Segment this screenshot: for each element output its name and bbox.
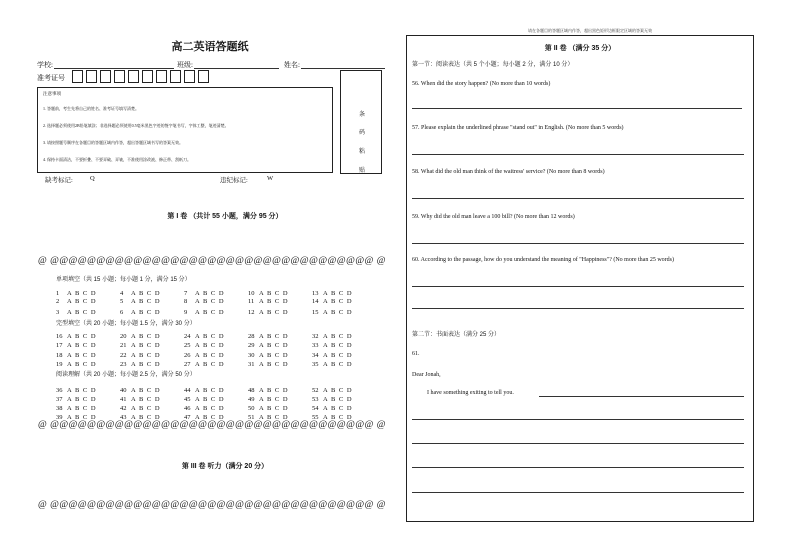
answer-item[interactable] [312,290,353,297]
question-number: 30 [248,352,255,359]
answer-options[interactable]: A B C D [323,396,353,403]
answer-item[interactable] [56,396,97,403]
answer-item[interactable] [120,298,161,305]
question-number: 48 [248,387,255,394]
answer-options[interactable]: A B C D [323,405,353,412]
answer-options[interactable]: A B C D [259,309,289,316]
answer-options[interactable]: A B C D [323,290,353,297]
notice-item: 3. 请按照题号顺序在各题目的答题区域内作答，超出答题区域书写的答案无效。 [43,140,183,145]
question-number: 34 [312,352,319,359]
answer-item[interactable] [312,309,353,316]
answer-item[interactable] [184,309,225,316]
absent-mark-box[interactable]: Q [90,175,95,182]
answer-options[interactable]: A B C D [195,405,225,412]
answer-item[interactable] [120,333,161,340]
writing-line[interactable] [412,419,744,420]
answer-options[interactable]: A B C D [195,298,225,305]
answer-item[interactable] [312,396,353,403]
answer-item[interactable] [184,405,225,412]
question-number: 44 [184,387,191,394]
answer-options[interactable]: A B C D [131,352,161,359]
question-number: 18 [56,352,63,359]
answer-options[interactable]: A B C D [131,309,161,316]
question-number: 10 [248,290,255,297]
question-number: 51 [248,414,255,421]
answer-options[interactable]: A B C D [323,342,353,349]
answer-options[interactable]: A B C D [67,333,97,340]
question-number: 33 [312,342,319,349]
answer-item[interactable] [312,298,353,305]
question-number: 47 [184,414,191,421]
answer-options[interactable]: A B C D [259,361,289,368]
question-number: 16 [56,333,63,340]
answer-options[interactable]: A B C D [131,298,161,305]
answer-options[interactable]: A B C D [259,414,289,421]
answer-item[interactable] [248,333,289,340]
section1-heading: 第一节：阅读表达（共 5 个小题；每小题 2 分，满分 10 分） [412,62,574,68]
student-info-row [37,60,397,70]
class-field[interactable] [194,68,279,69]
answer-options[interactable]: A B C D [195,387,225,394]
question-number: 2 [56,298,60,305]
page-title: 高二英语答题纸 [171,41,249,53]
answer-options[interactable]: A B C D [131,387,161,394]
letter-greeting: Dear Jonah, [412,372,441,378]
question-60: 60. According to the passage, how do you understand the meaning of "Happiness"? (No more than 25 words) [412,257,675,263]
answer-item[interactable] [248,361,289,368]
answer-item[interactable] [184,290,225,297]
sticker-char: 贴 [358,168,365,174]
question-number: 52 [312,387,319,394]
answer-options[interactable]: A B C D [323,361,353,368]
answer-options[interactable]: A B C D [259,405,289,412]
question-56: 56. When did the story happen? (No more than 10 words) [412,81,551,87]
answer-options[interactable]: A B C D [67,352,97,359]
question-number: 38 [56,405,63,412]
timing-marks-mid: @ @@@@@@@@@@@@@@@@@@@@@@@@@@@@@@@@@@@ @ [38,420,386,430]
question-number: 55 [312,414,319,421]
answer-options[interactable]: A B C D [323,414,353,421]
answer-options[interactable]: A B C D [259,387,289,394]
answer-options[interactable]: A B C D [323,309,353,316]
answer-options[interactable]: A B C D [131,290,161,297]
question-number: 54 [312,405,319,412]
answer-options[interactable]: A B C D [259,342,289,349]
answer-options[interactable]: A B C D [67,396,97,403]
question-number: 1 [56,290,60,297]
top-notice: 请在各题目的答题区域内作答，超出黑色矩形边框限定区域的答案无效 [528,28,652,33]
answer-options[interactable]: A B C D [259,396,289,403]
notice-item: 2. 选择题必须使用2B铅笔填涂；非选择题必须使用0.5毫米黑色字迹的签字笔书写，字体工整，笔迹清楚。 [43,123,229,128]
answer-options[interactable]: A B C D [131,333,161,340]
letter-opening: I have something exiting to tell you. [427,390,514,396]
answer-item[interactable] [120,352,161,359]
answer-options[interactable]: A B C D [131,342,161,349]
question-number: 28 [248,333,255,340]
answer-options[interactable]: A B C D [195,352,225,359]
question-number: 6 [120,309,124,316]
answer-item[interactable] [56,333,97,340]
question-number: 19 [56,361,63,368]
writing-line[interactable] [539,396,744,397]
notice-item: 1. 答题前，考生先将自己的姓名、准考证号填写清楚。 [43,106,139,111]
answer-options[interactable]: A B C D [67,290,97,297]
question-59: 59. Why did the old man leave a 100 bill? (No more than 12 words) [412,214,575,220]
question-number: 21 [120,342,127,349]
question-number: 5 [120,298,124,305]
answer-options[interactable]: A B C D [259,298,289,305]
answer-options[interactable]: A B C D [323,352,353,359]
answer-item[interactable] [56,309,97,316]
question-number: 35 [312,361,319,368]
exam-id-label: 准考证号 [37,74,65,82]
answer-item[interactable] [120,387,161,394]
notice-box [37,87,333,173]
answer-options[interactable]: A B C D [195,396,225,403]
answer-item[interactable] [248,405,289,412]
answer-options[interactable]: A B C D [323,333,353,340]
question-number: 53 [312,396,319,403]
answer-item[interactable] [184,352,225,359]
answer-options[interactable]: A B C D [67,361,97,368]
question-number: 15 [312,309,319,316]
violation-mark-box[interactable]: W [267,175,274,182]
sticker-char: 码 [358,130,365,136]
answer-options[interactable]: A B C D [195,361,225,368]
question-number: 40 [120,387,127,394]
question-number: 25 [184,342,191,349]
answer-options[interactable]: A B C D [67,342,97,349]
answer-options[interactable]: A B C D [195,414,225,421]
question-number: 43 [120,414,127,421]
answer-item[interactable] [312,405,353,412]
sticker-char: 粘 [358,149,365,155]
question-number: 26 [184,352,191,359]
answer-item[interactable] [120,405,161,412]
answer-item[interactable] [56,387,97,394]
answer-item[interactable] [184,387,225,394]
answer-item[interactable] [56,298,97,305]
answer-item[interactable] [120,342,161,349]
question-number: 8 [184,298,188,305]
answer-item[interactable] [312,333,353,340]
answer-item[interactable] [120,290,161,297]
answer-line-58[interactable] [412,198,744,199]
answer-item[interactable] [184,298,225,305]
answer-item[interactable] [120,361,161,368]
answer-item[interactable] [248,309,289,316]
answer-item[interactable] [312,361,353,368]
writing-line[interactable] [412,443,744,444]
question-number: 3 [56,309,60,316]
answer-options[interactable]: A B C D [195,333,225,340]
answer-options[interactable]: A B C D [259,352,289,359]
answer-options[interactable]: A B C D [259,290,289,297]
question-number: 14 [312,298,319,305]
question-number: 7 [184,290,188,297]
answer-line-57[interactable] [412,154,744,155]
section-single-choice: 单项填空（共 15 小题；每小题 1 分，满分 15 分） [56,277,191,283]
question-number: 29 [248,342,255,349]
question-number: 4 [120,290,124,297]
answer-item[interactable] [56,342,97,349]
question-number: 41 [120,396,127,403]
question-number: 22 [120,352,127,359]
name-field[interactable] [301,68,385,69]
question-number: 31 [248,361,255,368]
part2-title: 第 II 卷 （满分 35 分） [544,45,616,52]
question-number: 23 [120,361,127,368]
answer-item[interactable] [248,342,289,349]
question-number: 45 [184,396,191,403]
question-number: 42 [120,405,127,412]
question-number: 12 [248,309,255,316]
question-61: 61. [412,351,420,357]
answer-item[interactable] [248,298,289,305]
question-number: 17 [56,342,63,349]
answer-line-60a[interactable] [412,286,744,287]
question-number: 13 [312,290,319,297]
answer-item[interactable] [312,352,353,359]
answer-item[interactable] [248,290,289,297]
class-label: 班级: [177,61,193,69]
name-label: 姓名: [284,61,300,69]
notice-title: 注意事项 [43,91,61,96]
violation-mark-label: 违纪标记: [220,177,248,184]
answer-options[interactable]: A B C D [195,342,225,349]
question-number: 37 [56,396,63,403]
answer-item[interactable] [120,396,161,403]
answer-line-59[interactable] [412,243,744,244]
question-57: 57. Please explain the underlined phrase "stand out" in English. (No more than 5 words) [412,125,624,131]
answer-options[interactable]: A B C D [323,298,353,305]
question-number: 39 [56,414,63,421]
writing-line[interactable] [412,492,744,493]
answer-item[interactable] [56,361,97,368]
barcode-sticker-area [340,70,382,174]
answer-options[interactable]: A B C D [67,414,97,421]
question-number: 20 [120,333,127,340]
answer-options[interactable]: A B C D [67,298,97,305]
question-number: 36 [56,387,63,394]
sticker-char: 条 [358,112,365,118]
answer-item[interactable] [56,405,97,412]
absent-mark-label: 缺考标记: [45,177,73,184]
question-number: 32 [312,333,319,340]
answer-options[interactable]: A B C D [67,309,97,316]
answer-options[interactable]: A B C D [131,405,161,412]
answer-options[interactable]: A B C D [67,405,97,412]
answer-item[interactable] [56,352,97,359]
answer-item[interactable] [120,309,161,316]
answer-item[interactable] [184,361,225,368]
notice-item: 4. 保持卡面清洁，不要折叠、不要弄破、弄皱，不准使用涂改液、修正带、刮纸刀。 [43,157,191,162]
school-label: 学校: [37,61,53,69]
answer-item[interactable] [248,352,289,359]
question-number: 49 [248,396,255,403]
answer-item[interactable] [56,290,97,297]
answer-line-60b[interactable] [412,308,744,309]
question-number: 46 [184,405,191,412]
part2-answer-area [406,35,754,522]
answer-item[interactable] [312,342,353,349]
answer-item[interactable] [184,396,225,403]
answer-item[interactable] [312,387,353,394]
answer-options[interactable]: A B C D [67,387,97,394]
section-cloze: 完型填空（共 20 小题；每小题 1.5 分，满分 30 分） [56,321,196,327]
timing-marks-top: @ @@@@@@@@@@@@@@@@@@@@@@@@@@@@@@@@@@@ @ [38,256,386,266]
question-number: 11 [248,298,255,305]
part3-title: 第 III 卷 听力（满分 20 分） [181,463,269,470]
section2-heading: 第二节：书面表达（满分 25 分） [412,332,501,338]
timing-marks-bottom: @ @@@@@@@@@@@@@@@@@@@@@@@@@@@@@@@@@@@ @ [38,500,386,510]
answer-options[interactable]: A B C D [323,387,353,394]
answer-item[interactable] [184,342,225,349]
question-58: 58. What did the old man think of the waitress' service? (No more than 8 words) [412,169,605,175]
question-number: 24 [184,333,191,340]
writing-line[interactable] [412,467,744,468]
answer-options[interactable]: A B C D [131,361,161,368]
question-number: 50 [248,405,255,412]
answer-options[interactable]: A B C D [195,309,225,316]
answer-item[interactable] [248,387,289,394]
answer-options[interactable]: A B C D [131,414,161,421]
question-number: 9 [184,309,188,316]
answer-item[interactable] [248,396,289,403]
part1-title: 第 I 卷 （共计 55 小题，满分 95 分） [167,213,283,220]
question-number: 27 [184,361,191,368]
answer-options[interactable]: A B C D [259,333,289,340]
section-reading: 阅读理解（共 20 小题；每小题 2.5 分，满分 50 分） [56,372,196,378]
answer-item[interactable] [184,333,225,340]
answer-line-56[interactable] [412,108,742,109]
answer-options[interactable]: A B C D [131,396,161,403]
answer-options[interactable]: A B C D [195,290,225,297]
school-field[interactable] [54,68,174,69]
